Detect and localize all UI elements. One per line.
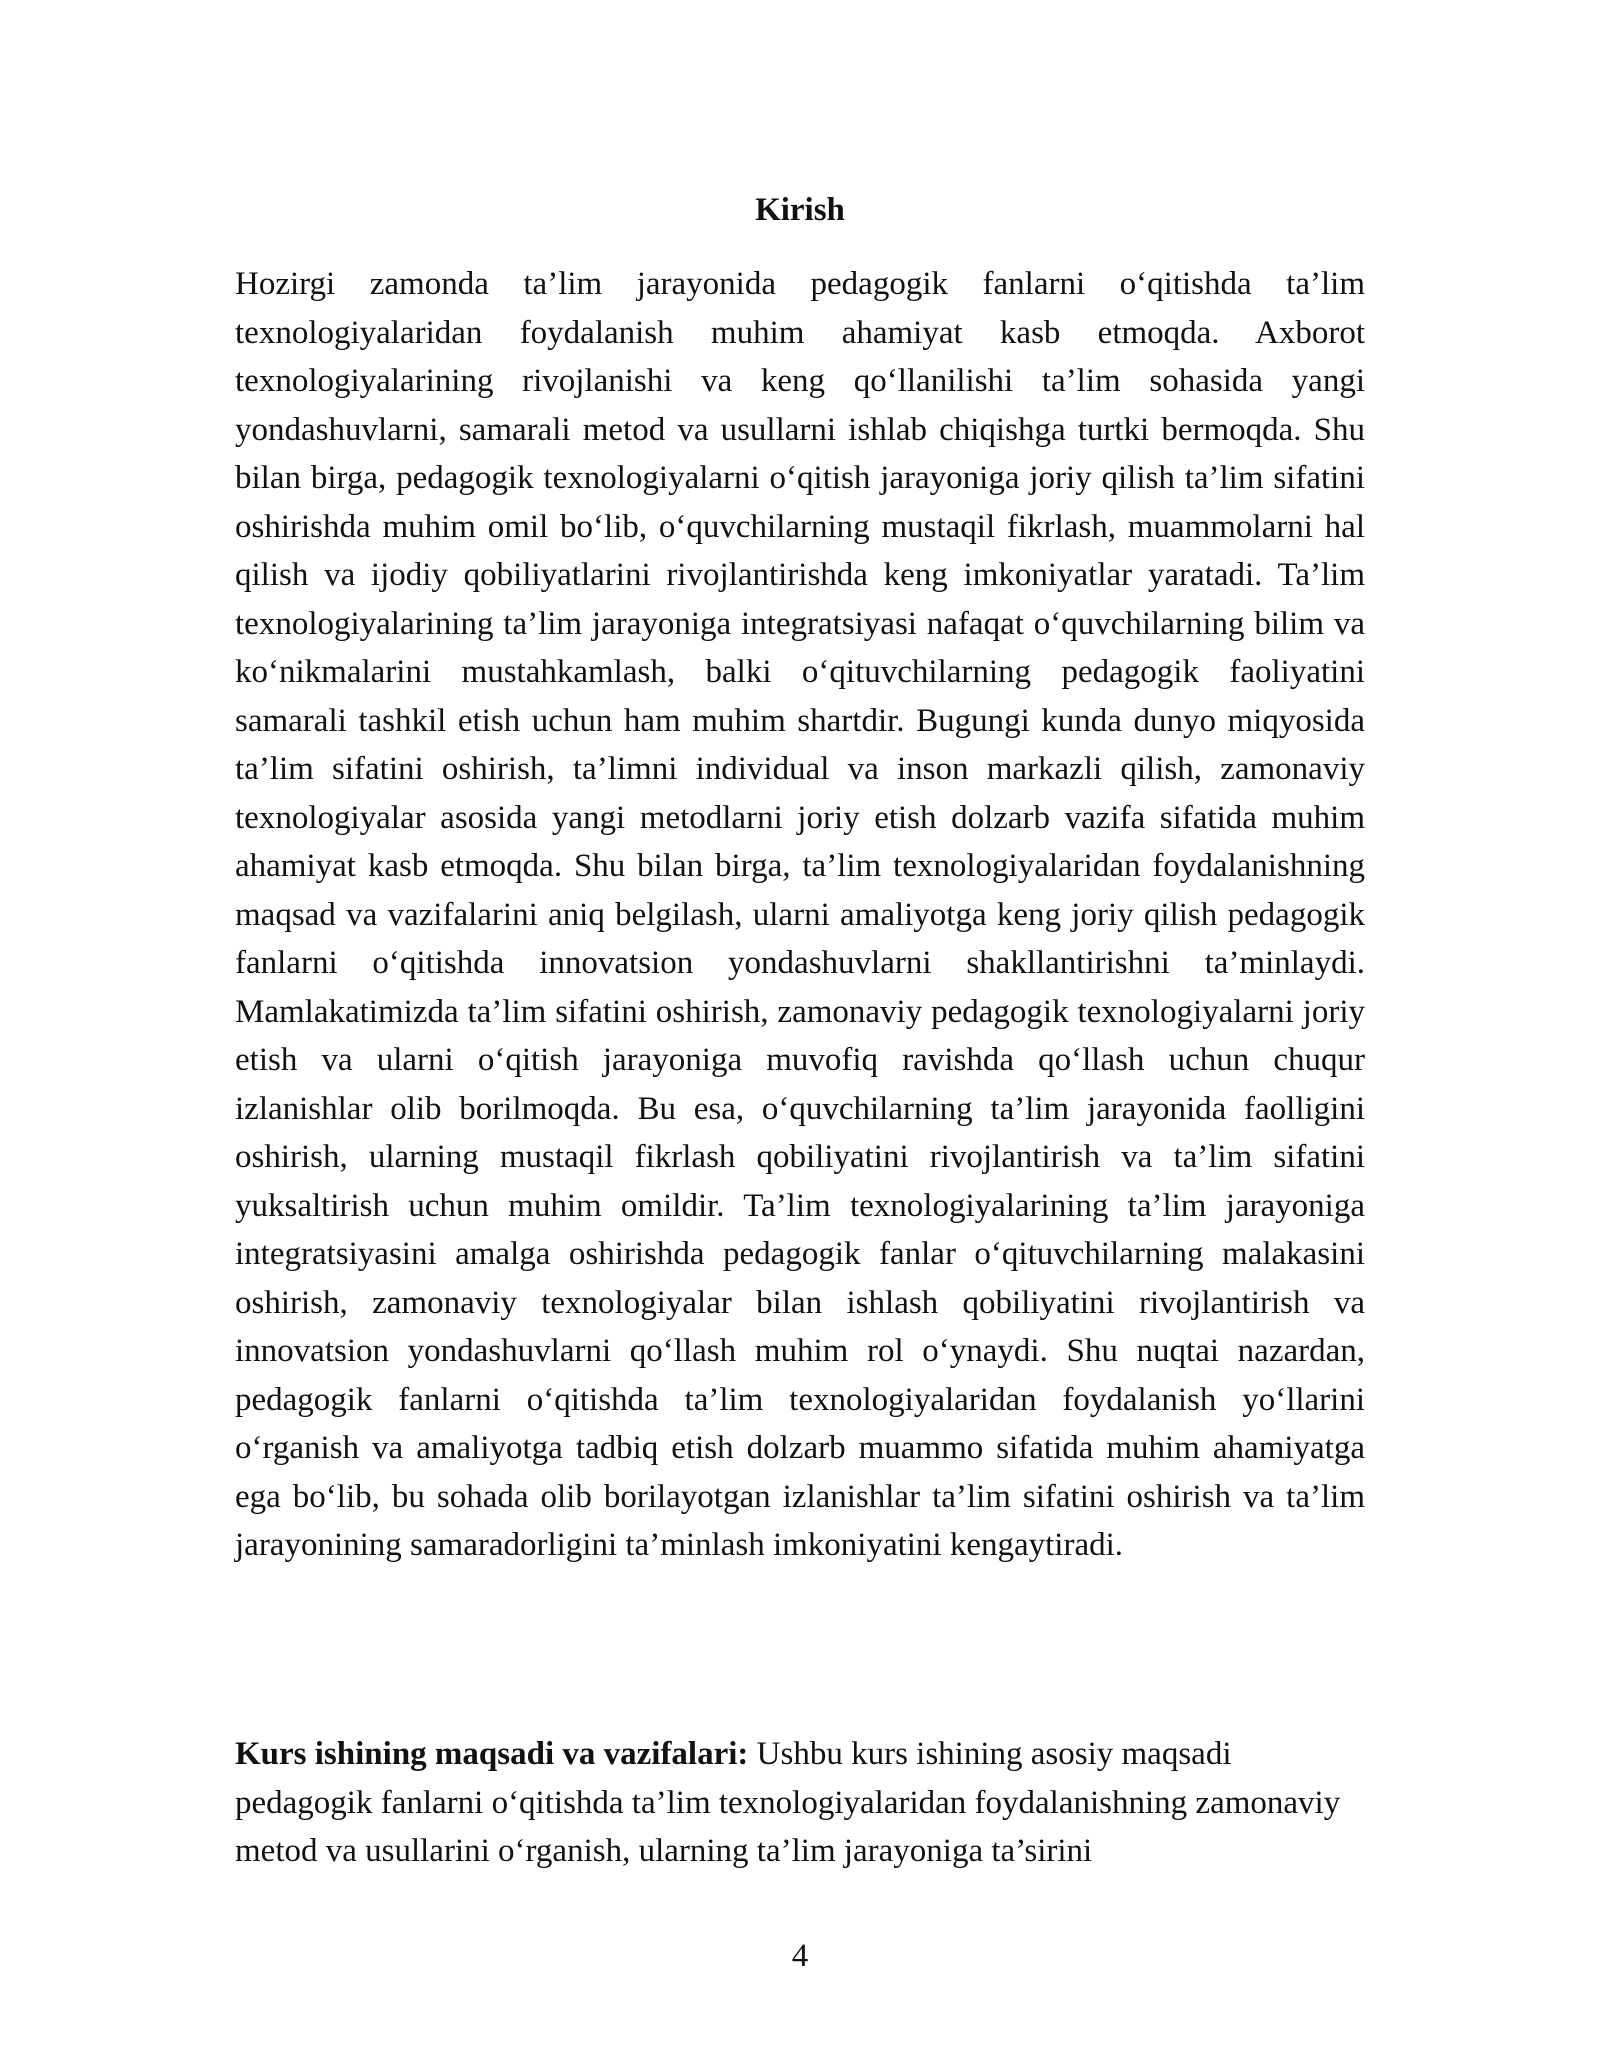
page-number: 4 (791, 1938, 809, 1974)
goals-paragraph (235, 1730, 1365, 1876)
goals-text: Ushbu kurs ishining asosiy maqsadi pedagogik fanlarni o‘qitishda ta’lim texnologiyalaridan foydalanishning zamonaviy metod va usullarini o‘rganish, ularning ta’lim jarayoniga ta’sirini (235, 1736, 1341, 1869)
intro-paragraph: Hozirgi zamonda ta’lim jarayonida pedagogik fanlarni o‘qitishda ta’lim texnologiyalaridan foydalanish muhim ahamiyat kasb etmoqda. Axborot texnologiyalarining rivojlanishi va keng qo‘llanilishi ta’lim sohasida yangi yondashuvlarni, samarali metod va usullarni ishlab chiqishga turtki bermoqda. Shu bilan birga, pedagogik texnologiyalarni o‘qitish jarayoniga joriy qilish ta’lim sifatini oshirishda muhim omil bo‘lib, o‘quvchilarning mustaqil fikrlash, muammolarni hal qilish va ijodiy qobiliyatlarini rivojlantirishda keng imkoniyatlar yaratadi. Ta’lim texnologiyalarining ta’lim jarayoniga integratsiyasi nafaqat o‘quvchilarning bilim va ko‘nikmalarini mustahkamlash, balki o‘qituvchilarning pedagogik faoliyatini samarali tashkil etish uchun ham muhim shartdir. Bugungi kunda dunyo miqyosida ta’lim sifatini oshirish, ta’limni individual va inson markazli qilish, zamonaviy texnologiyalar asosida yangi metodlarni joriy etish dolzarb vazifa sifatida muhim ahamiyat kasb etmoqda. Shu bilan birga, ta’lim texnologiyalaridan foydalanishning maqsad va vazifalarini aniq belgilash, ularni amaliyotga keng joriy qilish pedagogik fanlarni o‘qitishda innovatsion yondashuvlarni shakllantirishni ta’minlaydi. Mamlakatimizda ta’lim sifatini oshirish, zamonaviy pedagogik texnologiyalarni joriy etish va ularni o‘qitish jarayoniga muvofiq ravishda qo‘llash uchun chuqur izlanishlar olib borilmoqda. Bu esa, o‘quvchilarning ta’lim jarayonida faolligini oshirish, ularning mustaqil fikrlash qobiliyatini rivojlantirish va ta’lim sifatini yuksaltirish uchun muhim omildir. Ta’lim texnologiyalarining ta’lim jarayoniga integratsiyasini amalga oshirishda pedagogik fanlar o‘qituvchilarning malakasini oshirish, zamonaviy texnologiyalar bilan ishlash qobiliyatini rivojlantirish va innovatsion yondashuvlarni qo‘llash muhim rol o‘ynaydi. Shu nuqtai nazardan, pedagogik fanlarni o‘qitishda ta’lim texnologiyalaridan foydalanish yo‘llarini o‘rganish va amaliyotga tadbiq etish dolzarb muammo sifatida muhim ahamiyatga ega bo‘lib, bu sohada olib borilayotgan izlanishlar ta’lim sifatini oshirish va ta’lim jarayonining samaradorligini ta’minlash imkoniyatini kengaytiradi. (235, 266, 1365, 1563)
goals-label: Kurs ishining maqsadi va vazifalari: (235, 1736, 749, 1772)
page-title: Kirish (755, 192, 845, 228)
